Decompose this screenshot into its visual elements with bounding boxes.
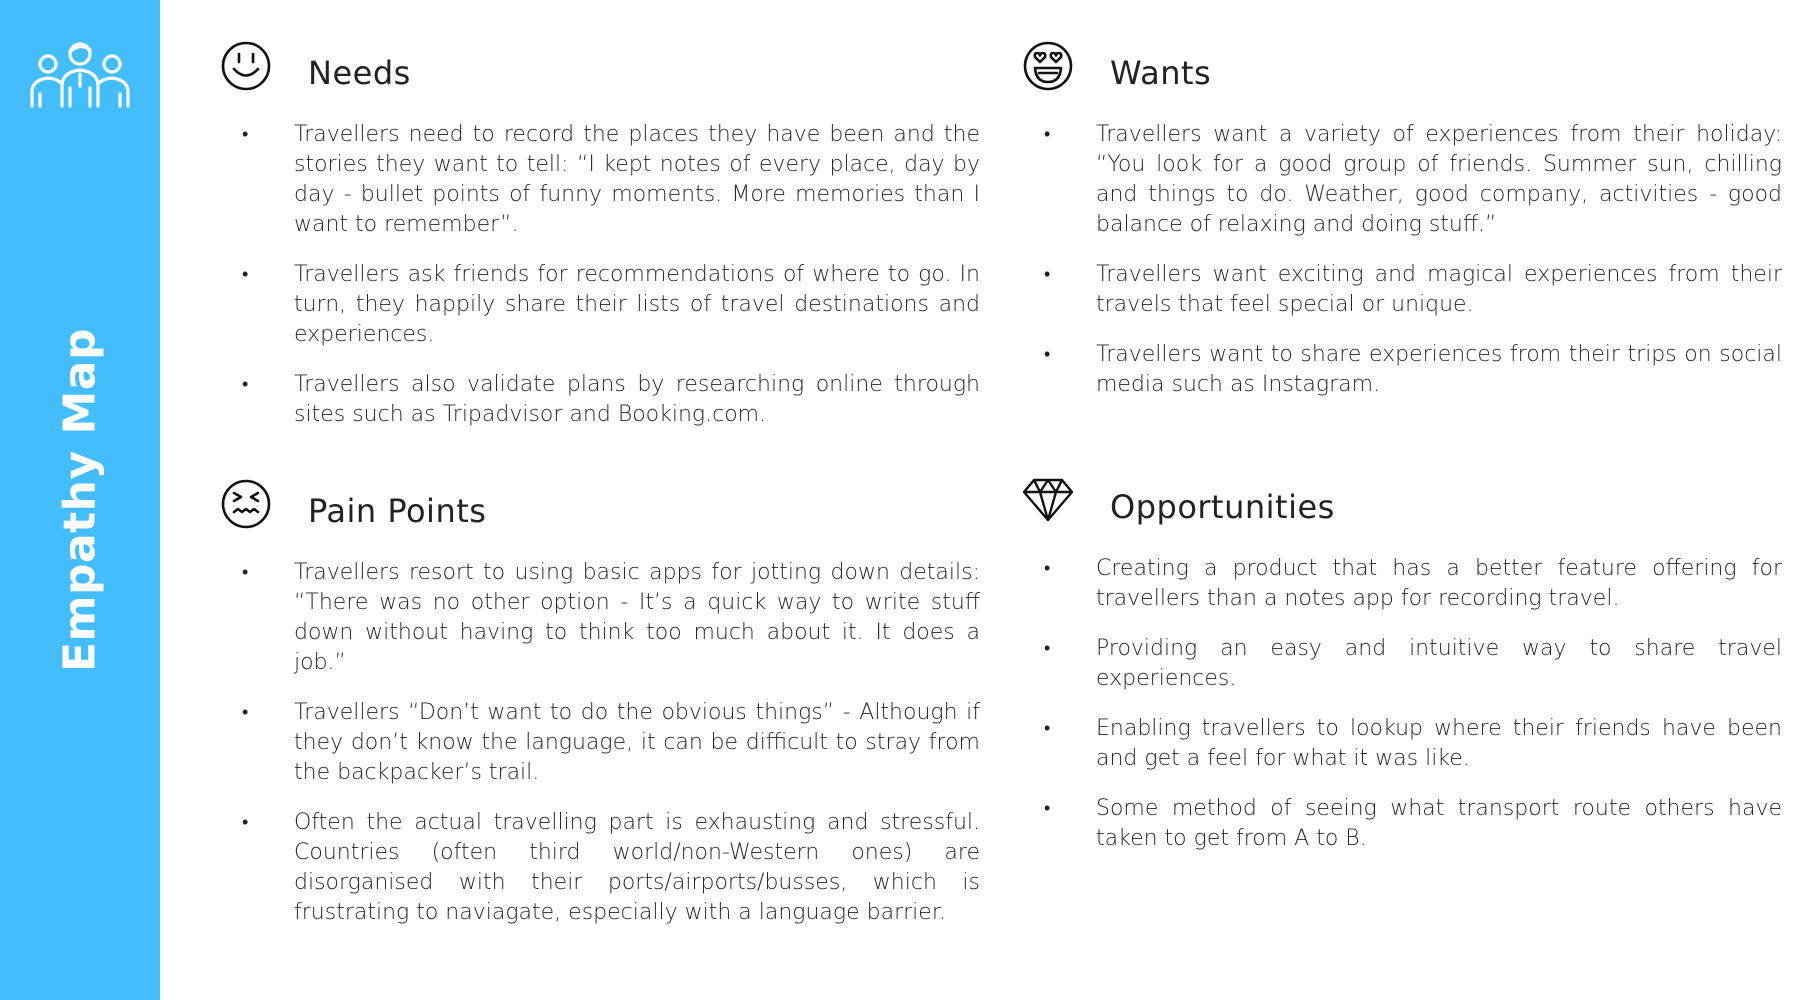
list-item: • Travellers “Don’t want to do the obvious things” - Although if they don’t know the language, it can be difficult to stray from the backpacker’s trail. <box>220 698 980 788</box>
sidebar-title: Empathy Map <box>54 328 106 672</box>
pain-points-section <box>220 478 980 925</box>
diamond-icon <box>1022 474 1074 526</box>
opportunities-header <box>1022 474 1782 534</box>
opportunities-title: Opportunities <box>1110 488 1335 526</box>
list-item: • Travellers ask friends for recommendations of where to go. In turn, they happily share their lists of travel destinations and experiences. <box>220 260 980 350</box>
heart-eyes-face-icon <box>1022 40 1074 92</box>
wants-title: Wants <box>1110 54 1212 92</box>
needs-title: Needs <box>308 54 411 92</box>
wants-header <box>1022 40 1782 100</box>
people-group-icon <box>28 38 132 108</box>
opportunities-section <box>1022 474 1782 851</box>
list-item: • Travellers need to record the places they have been and the stories they want to tell: “I kept notes of every place, day by day - bullet points of funny moments. More memories than I want to remember”. <box>220 120 980 240</box>
needs-list <box>220 120 980 450</box>
wants-list <box>1022 120 1782 420</box>
pain-points-header <box>220 478 980 538</box>
smiley-face-icon <box>220 40 272 92</box>
list-item: • Some method of seeing what transport route others have taken to get from A to B. <box>1022 794 1782 854</box>
list-item: • Providing an easy and intuitive way to share travel experiences. <box>1022 634 1782 694</box>
list-item: • Travellers resort to using basic apps for jotting down details: “There was no other option - It’s a quick way to write stuff down without having to think too much about it. It does a job.” <box>220 558 980 678</box>
list-item: • Travellers also validate plans by researching online through sites such as Tripadvisor and Booking.com. <box>220 370 980 430</box>
opportunities-list <box>1022 554 1782 874</box>
sidebar <box>0 0 160 1000</box>
pain-points-title: Pain Points <box>308 492 487 530</box>
list-item: • Travellers want a variety of experiences from their holiday: “You look for a good group of friends. Summer sun, chilling and things to do. Weather, good company, activities - good balance of relaxing and doing stuff.” <box>1022 120 1782 240</box>
needs-section <box>220 40 980 427</box>
frustrated-face-icon <box>220 478 272 530</box>
wants-section <box>1022 40 1782 397</box>
list-item: • Travellers want to share experiences from their trips on social media such as Instagram. <box>1022 340 1782 400</box>
needs-header <box>220 40 980 100</box>
list-item: • Enabling travellers to lookup where their friends have been and get a feel for what it was like. <box>1022 714 1782 774</box>
list-item: • Travellers want exciting and magical experiences from their travels that feel special or unique. <box>1022 260 1782 320</box>
list-item: • Often the actual travelling part is exhausting and stressful. Countries (often third world/non-Western ones) are disorganised with their ports/airports/busses, which is frustrating to naviagate, especially with a language barrier. <box>220 808 980 928</box>
pain-points-list <box>220 558 980 948</box>
list-item: • Creating a product that has a better feature offering for travellers than a notes app for recording travel. <box>1022 554 1782 614</box>
